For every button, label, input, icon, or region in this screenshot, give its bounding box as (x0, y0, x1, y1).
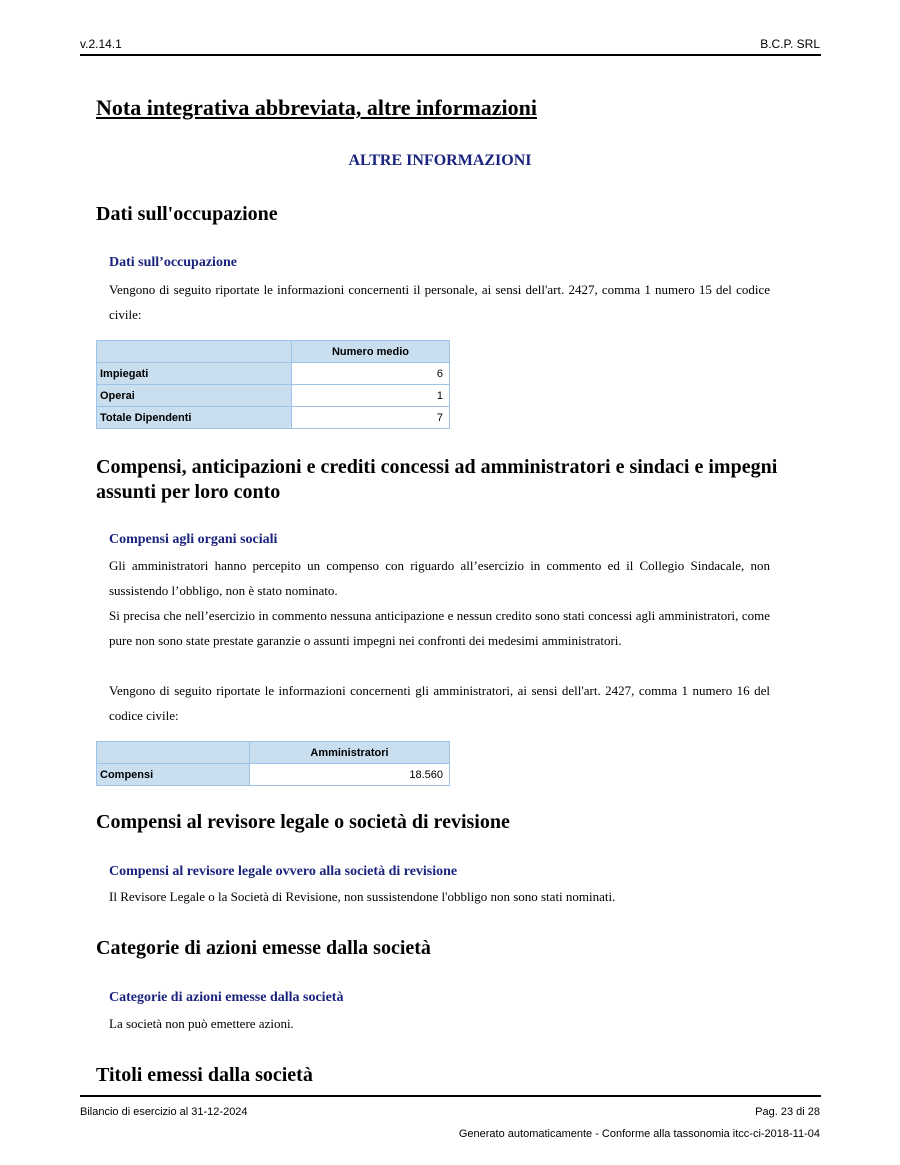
page-subtitle: ALTRE INFORMAZIONI (348, 152, 532, 169)
header-company: B.C.P. SRL (760, 37, 820, 51)
section-heading-azioni: Categorie di azioni emesse dalla società (96, 937, 431, 959)
row-value: 6 (292, 363, 450, 385)
table-header-numero-medio: Numero medio (292, 341, 450, 363)
row-label: Impiegati (97, 363, 292, 385)
paragraph-compensi-2: Si precisa che nell’esercizio in commento nessuna anticipazione e nessun credito sono stati concessi agli amministratori, come pure non sono state prestate garanzie o assunti impegni nei confronti dei medesimi amministratori. (109, 608, 770, 648)
table-row (97, 407, 450, 429)
row-value: 7 (292, 407, 450, 429)
table-header-blank (97, 341, 292, 363)
subheading-revisore: Compensi al revisore legale ovvero alla società di revisione (109, 864, 458, 879)
paragraph-compensi-3: Vengono di seguito riportate le informazioni concernenti gli amministratori, ai sensi dell'art. 2427, comma 1 numero 16 del codice civile: (109, 683, 770, 723)
header-divider (80, 54, 821, 56)
paragraph-azioni: La società non può emettere azioni. (109, 1016, 294, 1031)
table-row (97, 385, 450, 407)
paragraph-revisore: Il Revisore Legale o la Società di Revisione, non sussistendone l'obbligo non sono stati nominati. (109, 889, 616, 904)
footer-document: Bilancio di esercizio al 31-12-2024 (80, 1106, 248, 1118)
row-label: Compensi (97, 764, 250, 786)
page-title: Nota integrativa abbreviata, altre informazioni (96, 95, 537, 120)
row-label: Totale Dipendenti (97, 407, 292, 429)
row-value: 18.560 (250, 764, 450, 786)
row-label: Operai (97, 385, 292, 407)
subheading-occupazione: Dati sull’occupazione (109, 255, 237, 270)
table-header-blank (97, 742, 250, 764)
paragraph-occupazione: Vengono di seguito riportate le informazioni concernenti il personale, ai sensi dell'art. 2427, comma 1 numero 15 del codice civile: (109, 282, 770, 322)
row-value: 1 (292, 385, 450, 407)
header-version: v.2.14.1 (80, 37, 122, 51)
table-header-row (97, 341, 450, 363)
subheading-compensi: Compensi agli organi sociali (109, 532, 278, 547)
section-heading-titoli: Titoli emessi dalla società (96, 1064, 313, 1086)
table-header-row (97, 742, 450, 764)
footer-page-number: Pag. 23 di 28 (755, 1106, 820, 1118)
footer-generated-note: Generato automaticamente - Conforme alla tassonomia itcc-ci-2018-11-04 (458, 1128, 820, 1140)
section-heading-occupazione: Dati sull'occupazione (96, 203, 278, 225)
section-heading-compensi: Compensi, anticipazioni e crediti concessi ad amministratori e sindaci e impegni assunti per loro conto (96, 456, 778, 503)
table-occupazione (96, 340, 450, 429)
table-compensi (96, 741, 450, 786)
table-row (97, 363, 450, 385)
table-header-amministratori: Amministratori (250, 742, 450, 764)
subheading-azioni: Categorie di azioni emesse dalla società (109, 990, 344, 1005)
section-heading-revisore: Compensi al revisore legale o società di revisione (96, 811, 510, 833)
paragraph-compensi-1: Gli amministratori hanno percepito un compenso con riguardo all’esercizio in commento ed il Collegio Sindacale, non sussistendo l’obbligo, non è stato nominato. (109, 558, 770, 598)
footer-divider (80, 1095, 821, 1097)
table-row (97, 764, 450, 786)
